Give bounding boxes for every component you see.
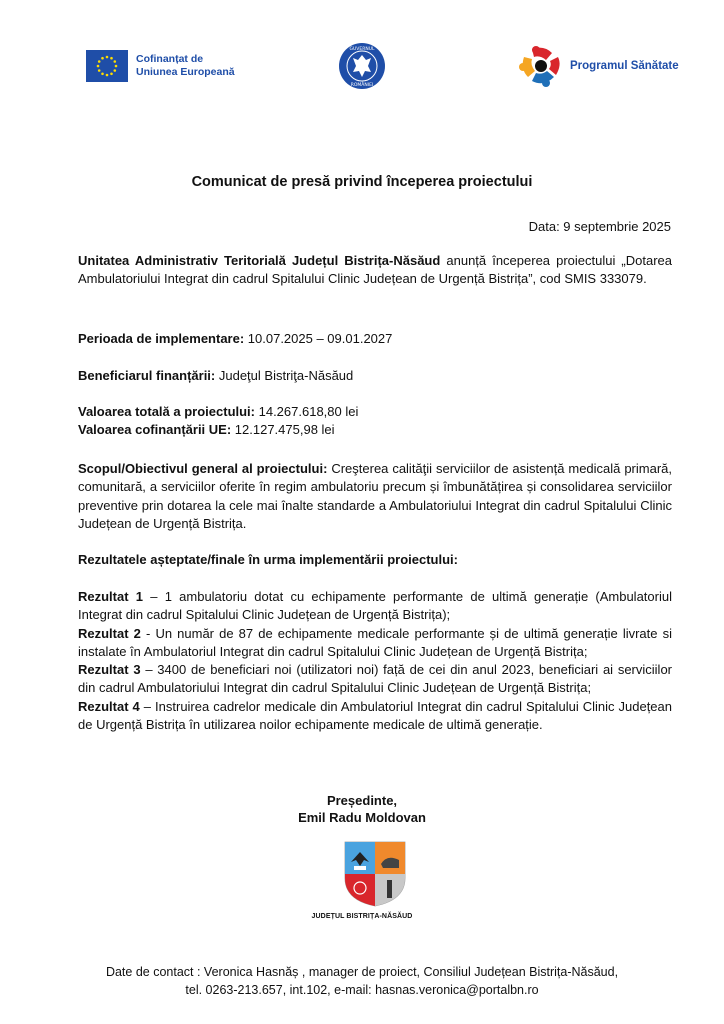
result-text: - Un număr de 87 de echipamente medicale performante și de ultimă generație livrate si instalate în Ambulatoriul Integrat din cadrul Spitalului Clinic Județean de Urgență Bistrița; [78, 625, 672, 659]
eu-value-label: Valoarea cofinanțării UE: [78, 422, 232, 438]
contact-line2 [0, 981, 724, 999]
scope-text: Creşterea calităţii serviciilor de asistență medicală primară, comunitară, a serviciilor oferite în regim ambulatoriu precum și îmbunătățirea și consolidarea serviciilor preventive prin dotarea la cele mai înalte standarde a Ambulatoriului Integrat din cadrul Spitalului Clinic Județean de Urgență Bistrița. [78, 461, 672, 531]
eu-value: 12.127.475,98 lei [231, 422, 335, 438]
signature-role: Președinte, [326, 793, 398, 808]
results-heading [78, 551, 672, 569]
programul-sanatate-text: Programul Sănătate [570, 60, 679, 72]
result-label: Rezultat 2 [78, 625, 141, 641]
total-value-label: Valoarea totală a proiectului: [78, 404, 255, 419]
eu-cofinancing-logo [86, 50, 235, 82]
result-text: – 1 ambulatoriu dotat cu echipamente performante de ultimă generație (Ambulatoriul Integrat din cadrul Spitalului Clinic Județean de Urgență Bistrița); [78, 589, 672, 623]
implementation-period [78, 330, 672, 348]
result-label: Rezultat 3 [78, 662, 141, 678]
results-list [78, 588, 672, 734]
svg-text:GUVERNUL: GUVERNUL [349, 47, 375, 52]
programul-sanatate-people-icon [518, 43, 564, 89]
logo-header [0, 40, 724, 110]
contact-phone: tel. 0263-213.657, int.102, e-mail: [185, 983, 376, 997]
contact-email-link[interactable]: hasnas.veronica@portalbn.ro [375, 983, 539, 997]
result-label: Rezultat 1 [78, 589, 144, 604]
period-value: 10.07.2025 – 09.01.2027 [244, 331, 393, 346]
beneficiary-label: Beneficiarul finanțării: [78, 368, 216, 383]
judetul-bistrita-nasaud-coat-of-arms-icon [343, 840, 407, 908]
programul-sanatate-logo [518, 43, 679, 89]
eu-logo-line2: Uniunea Europeană [136, 66, 235, 78]
eu-flag-icon [86, 50, 128, 82]
guvernul-romaniei-seal-icon [338, 42, 386, 90]
page-title: Comunicat de presă privind începerea proiectului [191, 174, 533, 190]
intro-bold: Unitatea Administrativ Teritorială Județul Bistrița-Năsăud [78, 253, 441, 268]
result-item [78, 625, 672, 662]
signature-name: Emil Radu Moldovan [298, 810, 426, 825]
intro-text: anunță începerea proiectului „Dotarea Ambulatoriului Integrat din cadrul Spitalului Clinic Județean de Urgență Bistrița”, cod SMIS 333079. [78, 253, 672, 287]
total-value: 14.267.618,80 lei [255, 404, 359, 419]
results-heading-text: Rezultatele așteptate/finale în urma implementării proiectului: [78, 552, 458, 567]
result-text: – 3400 de beneficiari noi (utilizatori noi) față de cei din anul 2023, beneficiari ai serviciilor din cadrul Ambulatoriului Integrat din cadrul Spitalului Clinic Județean de Urgență Bistrița; [78, 662, 672, 696]
beneficiary [78, 367, 672, 385]
result-label: Rezultat 4 [78, 698, 140, 714]
contact-line1: Date de contact : Veronica Hasnăș , manager de proiect, Consiliul Județean Bistrița-Năsăud, [105, 965, 619, 979]
press-release-date: Data: 9 septembrie 2025 [528, 219, 671, 234]
scope-label: Scopul/Obiectivul general al proiectului: [78, 461, 328, 476]
result-item [78, 698, 672, 735]
result-item [78, 588, 672, 625]
result-item [78, 661, 672, 698]
intro-paragraph [78, 252, 672, 289]
svg-text:ROMÂNIEI: ROMÂNIEI [350, 83, 374, 88]
period-label: Perioada de implementare: [78, 331, 245, 346]
result-text: – Instruirea cadrelor medicale din Ambulatoriul Integrat din cadrul Spitalului Clinic Județean de Urgență Bistrița în utilizarea noilor echipamente medicale de ultimă generație. [78, 698, 672, 733]
eu-logo-line1: Cofinanțat de [136, 53, 204, 65]
project-scope [78, 460, 672, 533]
crest-label: JUDEȚUL BISTRIȚA-NĂSĂUD [311, 913, 413, 920]
signature-block [0, 792, 724, 826]
contact-footer [0, 963, 724, 999]
project-values [78, 403, 672, 440]
beneficiary-value: Judeţul Bistriţa-Năsăud [215, 368, 354, 383]
